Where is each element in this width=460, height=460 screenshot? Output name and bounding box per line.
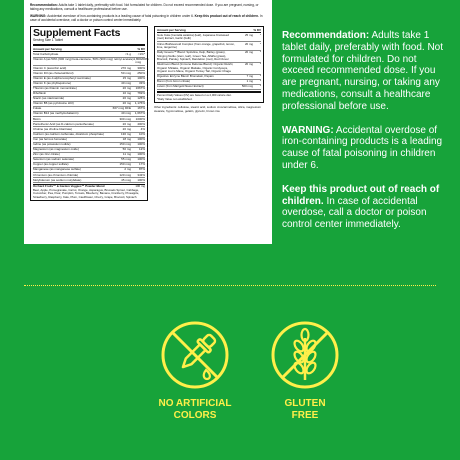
nutrient-dv: 1667%	[135, 85, 145, 90]
blend-name: Boron (from boron citrate)	[157, 79, 191, 84]
blend-name: Citrus Bioflavonoid Complex (from orange, grapefruit, lemon, lime, tangerine)	[157, 41, 235, 50]
nutrient-dv: 250%	[137, 70, 145, 75]
nutrient-name: Choline (as choline bitartrate)	[33, 126, 73, 131]
nutrient-dv: 4%	[140, 126, 145, 131]
nutrient-amount: 150 mcg	[119, 162, 131, 167]
nutrient-amount: 20 mg	[122, 85, 131, 90]
nutrient-name: Calcium (as calcium carbonate, dicalcium phosphate)	[33, 131, 105, 136]
nutrient-amount: 667 mcg DFE	[112, 106, 131, 111]
nutrient-amount: 150 mcg	[119, 141, 131, 146]
label-recommendation: Recommendation: Adults take 1 tablet daily, preferably with food. Not formulated for children. Do not exceed recommended dose. If you are pregnant, nursing, or taking any medications, consult a healthcare professional before use.	[30, 3, 259, 11]
wheat-crossed-icon	[270, 320, 340, 390]
nutrient-name: Biotin	[33, 116, 41, 121]
side-text	[282, 30, 448, 243]
badge-colors-line1: NO ARTIFICIAL	[158, 398, 232, 409]
dropper-crossed-icon	[160, 320, 230, 390]
nutrient-dv: 87%	[138, 167, 145, 172]
nutrient-amount: 40 mcg	[121, 80, 131, 85]
nutrient-name: Copper (as copper sulfate)	[33, 162, 69, 167]
nutrient-name: Chromium (as chromium chloride)	[33, 172, 79, 177]
blend-name: Digestive Enzyme Blend: Bromelain, Papain	[157, 74, 214, 79]
nutrient-dv: 10%	[138, 131, 145, 136]
nutrient-dv: 125%	[137, 96, 145, 101]
nutrient-amount: 270 mg	[120, 65, 131, 70]
nutrient-amount: 50 mg	[122, 147, 131, 152]
nutrient-name: Vitamin K (as phylloquinone)	[33, 80, 72, 85]
nutrient-amount: 18 mg	[122, 136, 131, 141]
nutrient-dv: 200%	[141, 56, 149, 61]
blend-dv: *	[259, 50, 261, 55]
blend-amount: 20 mg	[244, 50, 253, 55]
nutrient-name: Vitamin A (as 50% (900 mcg) beta-carotene, 50% (900 mcg) retinyl acetate)	[33, 56, 134, 61]
warning-text: WARNING: Accidental overdose of iron-containing products is a leading cause of fatal poisoning in children under 6.	[282, 124, 443, 171]
blend-row	[157, 51, 261, 63]
nutrient-dv: 167%	[137, 106, 145, 111]
blend-rows	[157, 34, 261, 91]
nutrient-amount: 10 mg	[122, 91, 131, 96]
nutrient-name: Vitamin B12 (as methylcobalamin)	[33, 111, 79, 116]
blend-amount: 1 mg	[246, 79, 253, 84]
blend-dv: *	[259, 62, 261, 67]
badge-no-artificial-colors	[140, 320, 250, 421]
nutrient-name: Zinc (as zinc citrate)	[33, 152, 60, 157]
blend-name: Mushroom Blend (Immune Defense Blend): Organic Reishi, Organic Shiitake, Organic Maitake, Organic Cordyceps, Organic Lion's Mane, Organic Turkey Tail, Organic Chaga	[157, 62, 234, 74]
nutrient-dv: 300%	[137, 65, 145, 70]
nutrient-dv: 1000%	[135, 116, 145, 121]
nutrient-amount: 55 mcg	[121, 157, 131, 162]
nutrient-amount: 11 mg	[122, 152, 131, 157]
serving-size: Serving Size 1 Tablet	[33, 37, 63, 42]
nutrient-dv: <1%*	[137, 51, 145, 56]
badge-gluten-line2: FREE	[291, 409, 319, 421]
nutrient-name: Riboflavin	[33, 91, 47, 96]
supplement-facts-title: Supplement Facts	[33, 26, 121, 39]
orchard-blend: Orchard Fruits™ & Garden Veggies™ Powder Blend 100 mg Beet, Apple, Pomegranate, Carrot, Orange, Asparagus, Brussels Sprout, Cabbage, Cucumber, Pea, Pear, Pumpkin, Tomato, Blueberry, Banana, Cranberry, Pineapple, Strawberry, Raspberry, Kale, Plum, Cauliflower, Cherry, Grape, Broccoli, Spinach	[33, 184, 145, 199]
nutrient-name: Molybdenum (as sodium molybdate)	[33, 177, 82, 182]
nutrient-dv: 100%	[137, 141, 145, 146]
nutrient-name: Manganese (as manganese sulfate)	[33, 167, 81, 172]
nutrient-amount: 40 mcg	[121, 111, 131, 116]
nutrient-amount: 50 mcg	[121, 70, 131, 75]
recommendation-text: Recommendation: Adults take 1 tablet daily, preferably with food. Not formulated for children. Do not exceed recommended dose. If you are pregnant, nursing, or taking any medications, consult a healthcare professional before use.	[282, 30, 444, 112]
nutrient-amount: 1,800 mcg	[133, 56, 142, 65]
nutrient-name: Niacin (as niacinamide)	[33, 96, 65, 101]
nutrient-name: Thiamin (as thiamin mononitrate)	[33, 85, 77, 90]
nutrient-dv: 769%	[137, 91, 145, 96]
nutrient-dv: 33%	[138, 80, 145, 85]
nutrient-name: Iron (as ferrous fumarate)	[33, 136, 68, 141]
badge-gluten-line1: GLUTEN	[284, 398, 326, 409]
nutrient-dv: 343%	[137, 172, 145, 177]
nutrient-name: Iodine (as potassium iodide)	[33, 141, 71, 146]
blend-dv: *	[259, 32, 261, 37]
supplement-facts-right	[154, 26, 264, 202]
nutrient-dv: 1,667%	[134, 111, 145, 116]
supplement-facts-left	[30, 26, 148, 202]
nutrient-row	[33, 178, 145, 183]
nutrient-name: Vitamin D3 (as cholecalciferol)	[33, 70, 74, 75]
blend-amount: 500 mcg	[241, 84, 253, 89]
nutrient-dv: 100%	[137, 177, 145, 182]
supplement-facts-header: Amount per Serving % DV	[33, 46, 145, 51]
nutrient-amount: 300 mcg	[119, 116, 131, 121]
nutrient-amount: <1 g	[125, 51, 131, 56]
keep-out-text: Keep this product out of reach of children. In case of accidental overdose, call a doctor or poison control center immediately.	[282, 183, 440, 231]
footnote: Percent Daily Values (DV) are based on a 2,000 calorie diet. *Daily Value not established.	[157, 93, 232, 101]
blend-name: Lutein (from Marigold flower Extract)	[157, 84, 204, 89]
badge-gluten-free	[250, 320, 360, 421]
nutrient-dv: 100%	[137, 152, 145, 157]
blend-dv: *	[259, 84, 261, 89]
nutrient-dv: 100%	[137, 136, 145, 141]
nutrient-dv: 100%	[137, 157, 145, 162]
dotted-divider	[24, 285, 436, 286]
nutrient-amount: 130 mg	[120, 131, 131, 136]
other-ingredients: Other ingredients: cellulose, stearic acid, sodium croscarmellose, silica, magnesium stearate, hypromellose, gelatin, glycerin, brown rice	[154, 105, 261, 113]
nutrient-amount: 45 mcg	[121, 177, 131, 182]
blend-row	[157, 34, 261, 43]
nutrient-amount: 20 mg	[122, 121, 131, 126]
nutrient-name: Vitamin E (as d-alpha tocopheryl succinate)	[33, 75, 91, 80]
nutrient-name: Total Carbohydrate	[33, 51, 59, 56]
blend-amount: 20 mg	[244, 41, 253, 46]
nutrient-amount: 120 mcg	[119, 172, 131, 177]
blend-amount: 7 mg	[246, 74, 253, 79]
nutrient-name: Vitamin C (ascorbic acid)	[33, 65, 67, 70]
nutrient-amount: 2 mg	[124, 167, 131, 172]
nutrient-name: Folate	[33, 106, 42, 111]
nutrient-dv: 400%	[137, 121, 145, 126]
nutrient-name: Selenium (as sodium selenate)	[33, 157, 75, 162]
nutrient-amount: 15 mg	[122, 75, 131, 80]
blend-row	[157, 85, 261, 90]
nutrient-amount: 20 mg	[122, 101, 131, 106]
nutrient-dv: 1,176%	[134, 101, 145, 106]
nutrient-dv: 12%	[138, 147, 145, 152]
nutrient-dv: 100%	[137, 75, 145, 80]
supplement-facts	[30, 26, 266, 202]
blend-name: Daily Greens™ Blend: Spirulina, Kelp, Barley (grass), Stinging Nettle (stem, leaf), Green Tea, Alfalfa (grass), Broccoli, Parsley, Spinach, Dandelion (root), Red Clover	[157, 50, 229, 62]
nutrient-amount: 20 mg	[122, 126, 131, 131]
blend-amount: 25 mg	[244, 32, 253, 37]
label-warning: WARNING: Accidental overdose of iron-containing products is a leading cause of fatal poisoning in children under 6. Keep this product out of reach of children. In case of accidental overdose, call a doctor or poison control center immediately.	[30, 13, 263, 22]
blend-row	[157, 63, 261, 75]
nutrient-name: Vitamin B6 (as pyridoxine HCl)	[33, 101, 74, 106]
nutrient-dv: 17%	[138, 162, 145, 167]
badge-colors-line2: COLORS	[173, 409, 217, 421]
nutrient-amount: 20 mg	[122, 96, 131, 101]
nutrient-name: Magnesium (as magnesium oxide)	[33, 147, 79, 152]
right-header: Amount per Serving % DV	[157, 27, 261, 32]
nutrient-row	[33, 56, 149, 67]
blend-dv: *	[259, 41, 261, 46]
nutrient-name: Pantothenic Acid (as D-calcium pantothenate)	[33, 121, 94, 126]
blend-name: Gotu Kola (Centella asiatica) (leaf), Japanese Knotweed (root) Extract, Garlic (bulb)	[157, 32, 229, 41]
blend-dv: *	[259, 74, 261, 79]
blend-amount: 20 mg	[244, 62, 253, 67]
blend-dv: *	[259, 79, 261, 84]
nutrient-rows	[33, 51, 149, 184]
supplement-label-panel	[24, 0, 272, 244]
